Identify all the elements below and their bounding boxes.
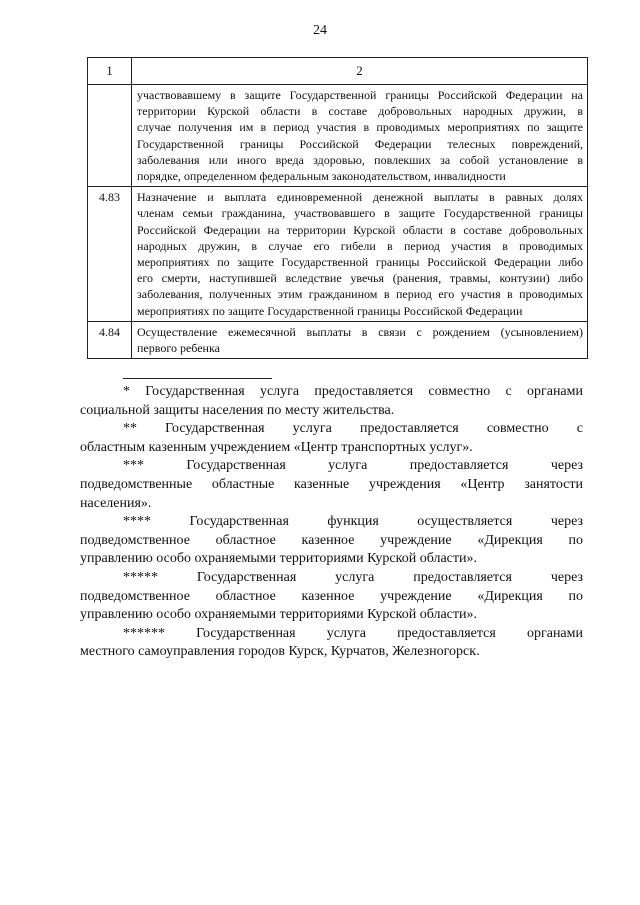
footnotes: [80, 383, 583, 662]
footnote-line: *** Государственная услуга предоставляется через: [123, 458, 583, 474]
table-header-row: [88, 58, 588, 85]
text-line: заболевания или иного вреда здоровью, повлекших за собой установление в: [137, 152, 583, 167]
page-number: 24: [313, 23, 327, 38]
table-row: [88, 321, 588, 358]
text-line: мероприятиях по защите Государственной границы Российской Федерации: [137, 303, 523, 318]
row-text: [132, 85, 588, 187]
row-number: [88, 85, 132, 187]
text-line: порядке, определенном федеральным законодательством, инвалидности: [137, 169, 506, 184]
footnote-line: подведомственные областные казенные учреждения «Центр занятости: [80, 476, 583, 492]
text-line: случае получения им в период участия в проводимых мероприятиях по защите: [137, 120, 583, 135]
footnote: [80, 383, 583, 420]
header-col-1: 1: [88, 58, 132, 85]
table-row: [88, 187, 588, 322]
services-table: [87, 57, 588, 359]
footnote-line: населения».: [80, 495, 152, 511]
footnote-separator: [123, 378, 272, 379]
footnote-line: управлению особо охраняемыми территориями Курской области».: [80, 607, 478, 623]
text-line: мероприятиях по защите Государственной границы Российской Федерации либо: [137, 255, 583, 270]
footnote-line: ***** Государственная услуга предоставляется через: [123, 569, 583, 585]
text-line: его смерти, наступившей вследствие увечья (ранения, травмы, контузии) либо: [137, 271, 583, 286]
text-line: участвовавшему в защите Государственной границы Российской Федерации на: [137, 88, 583, 102]
footnote-line: * Государственная услуга предоставляется совместно с органами: [123, 384, 583, 399]
footnote-line: ** Государственная услуга предоставляется совместно с: [123, 421, 583, 437]
text-line: Российской Федерации на территории Курской области в составе добровольных: [137, 222, 583, 237]
header-col-2: 2: [132, 58, 588, 85]
footnote-line: подведомственное областное казенное учреждение «Дирекция по: [80, 588, 583, 604]
text-line: первого ребенка: [137, 341, 220, 356]
text-line: Государственной границы Российской Федерации телесных повреждений,: [137, 136, 583, 151]
text-line: членам семьи гражданина, участвовавшего в защите Государственной границы: [137, 206, 583, 221]
footnote: [80, 420, 583, 457]
row-number: 4.84: [88, 321, 132, 358]
text-line: народных дружин, в случае его гибели в период участия в проводимых: [137, 238, 583, 253]
footnote: [80, 457, 583, 513]
text-line: заболевания, полученных этим гражданином в период его участия в проводимых: [137, 287, 583, 302]
text-line: территории Курской области в составе добровольных народных дружин, в: [137, 104, 583, 119]
footnote-line: ****** Государственная услуга предоставляется органами: [123, 625, 583, 641]
footnote-line: местного самоуправления городов Курск, Курчатов, Железногорск.: [80, 644, 480, 660]
footnote-line: областным казенным учреждением «Центр транспортных услуг».: [80, 439, 473, 455]
table-row: [88, 85, 588, 187]
row-text: [132, 187, 588, 322]
footnote-line: управлению особо охраняемыми территориями Курской области».: [80, 551, 478, 567]
text-line: Осуществление ежемесячной выплаты в связи с рождением (усыновлением): [137, 324, 583, 339]
footnote: [80, 569, 583, 625]
footnote-line: **** Государственная функция осуществляется через: [123, 514, 583, 530]
row-number: 4.83: [88, 187, 132, 322]
row-text: [132, 321, 588, 358]
footnote-line: подведомственное областное казенное учреждение «Дирекция по: [80, 532, 583, 548]
text-line: Назначение и выплата единовременной денежной выплаты в равных долях: [137, 190, 583, 205]
footnote-line: социальной защиты населения по месту жительства.: [80, 402, 395, 418]
footnote: [80, 513, 583, 569]
footnote: [80, 625, 583, 662]
